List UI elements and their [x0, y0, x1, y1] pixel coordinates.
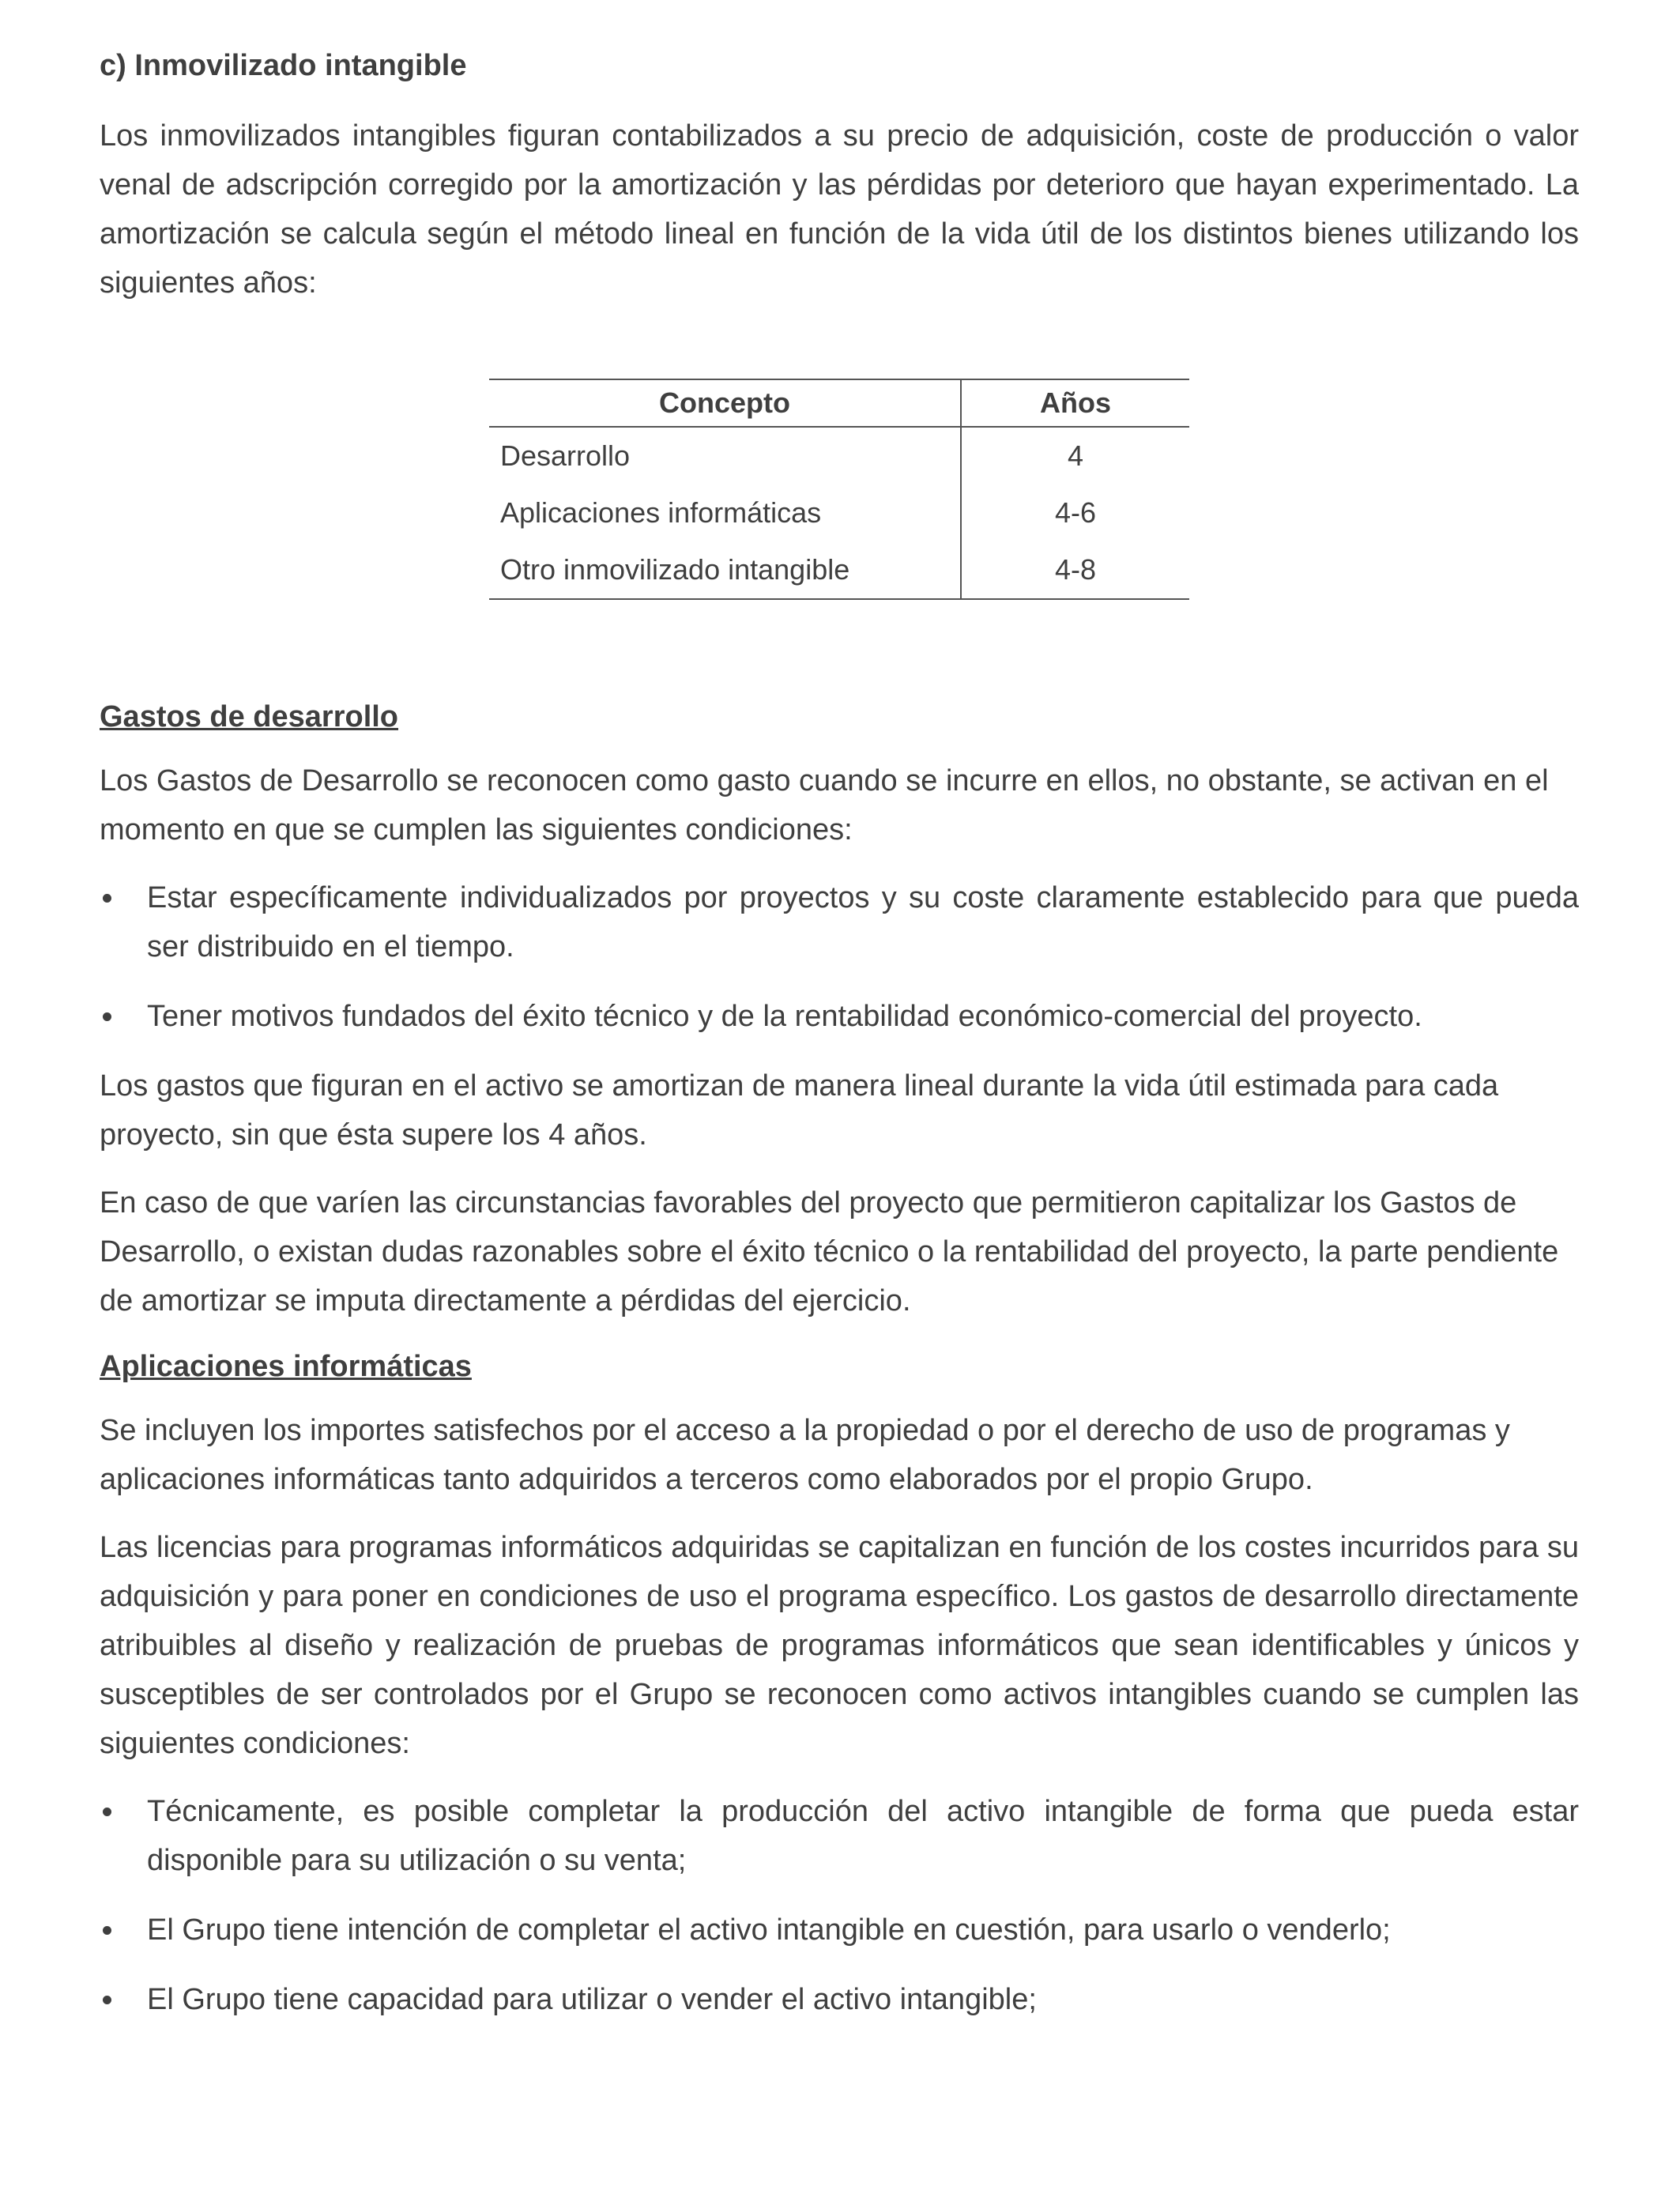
cell-concepto: Otro inmovilizado intangible: [489, 541, 961, 599]
aplicaciones-heading: Aplicaciones informáticas: [100, 1350, 472, 1383]
gastos-conditions-list: [100, 873, 1579, 1041]
column-header-concepto: Concepto: [489, 379, 961, 427]
cell-concepto: Desarrollo: [489, 427, 961, 484]
amortization-table: [489, 379, 1189, 600]
section-title: c) Inmovilizado intangible: [100, 49, 467, 82]
list-item-text: Estar específicamente individualizados por proyectos y su coste claramente establecido para que pueda ser distribuido en el tiempo.: [147, 881, 1579, 963]
list-item: [100, 1975, 1579, 2024]
aplicaciones-paragraph-1: Se incluyen los importes satisfechos por el acceso a la propiedad o por el derecho de uso de programas y aplicaciones informáticas tanto adquiridos a terceros como elaborados por el propio Grupo.: [100, 1414, 1510, 1496]
list-item-text: El Grupo tiene intención de completar el activo intangible en cuestión, para usarlo o venderlo;: [147, 1913, 1391, 1947]
table-header-row: [489, 379, 1189, 427]
list-item: [100, 992, 1579, 1041]
list-item-text: El Grupo tiene capacidad para utilizar o vender el activo intangible;: [147, 1983, 1037, 2016]
list-item: [100, 873, 1579, 971]
cell-anos: 4: [1067, 439, 1084, 472]
table-row: [489, 484, 1189, 541]
list-item-text: Técnicamente, es posible completar la producción del activo intangible de forma que pueda estar disponible para su utilización o su venta;: [147, 1795, 1579, 1877]
aplicaciones-conditions-list: [100, 1787, 1579, 2024]
table-row: [489, 541, 1189, 599]
gastos-paragraph-3: En caso de que varíen las circunstancias favorables del proyecto que permitieron capitalizar los Gastos de Desarrollo, o existan dudas razonables sobre el éxito técnico o la rentabilidad del proyecto, la parte pendiente de amortizar se imputa directamente a pérdidas del ejercicio.: [100, 1186, 1559, 1318]
column-header-anos: Años: [961, 379, 1189, 427]
cell-concepto: Aplicaciones informáticas: [489, 484, 961, 541]
gastos-heading: Gastos de desarrollo: [100, 700, 399, 733]
aplicaciones-paragraph-2: Las licencias para programas informáticos adquiridas se capitalizan en función de los costes incurridos para su adquisición y para poner en condiciones de uso el programa específico. Los gastos de desarrollo directamente atribuibles al diseño y realización de pruebas de programas informáticos que sean identificables y únicos y susceptibles de ser controlados por el Grupo se reconocen como activos intangibles cuando se cumplen las siguientes condiciones:: [100, 1531, 1579, 1760]
list-item: [100, 1906, 1579, 1955]
list-item: [100, 1787, 1579, 1885]
intro-paragraph: Los inmovilizados intangibles figuran contabilizados a su precio de adquisición, coste de producción o valor venal de adscripción corregido por la amortización y las pérdidas por deterioro que hayan experimentado. La amortización se calcula según el método lineal en función de la vida útil de los distintos bienes utilizando los siguientes años:: [100, 119, 1579, 300]
document-page: [100, 43, 1579, 2045]
cell-anos: 4-8: [961, 541, 1189, 599]
gastos-paragraph-1: Los Gastos de Desarrollo se reconocen como gasto cuando se incurre en ellos, no obstante, se activan en el momento en que se cumplen las siguientes condiciones:: [100, 764, 1549, 846]
cell-anos: 4-6: [1054, 496, 1097, 529]
list-item-text: Tener motivos fundados del éxito técnico y de la rentabilidad económico-comercial del proyecto.: [147, 1000, 1422, 1033]
table-row: [489, 427, 1189, 484]
gastos-paragraph-2: Los gastos que figuran en el activo se amortizan de manera lineal durante la vida útil estimada para cada proyecto, sin que ésta supere los 4 años.: [100, 1069, 1499, 1152]
amortization-table-wrapper: [100, 379, 1579, 600]
